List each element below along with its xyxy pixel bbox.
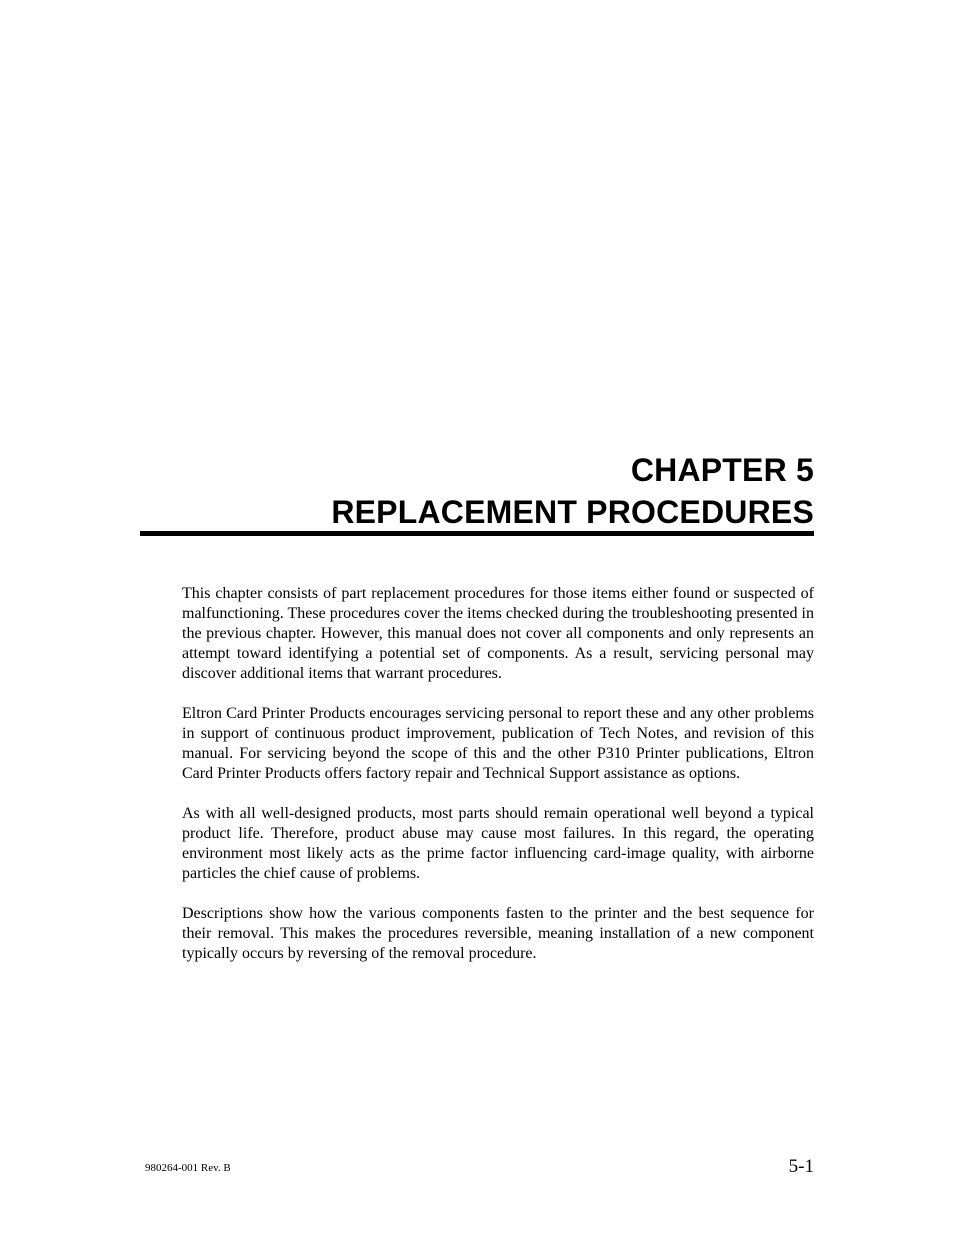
chapter-heading xyxy=(331,449,814,533)
body-paragraph: This chapter consists of part replacement procedures for those items either found or suspected of malfunctioning. These procedures cover the items checked during the troubleshooting presented in the previous chapter. However, this manual does not cover all components and only represents an attempt toward identifying a potential set of components. As a result, servicing personal may discover additional items that warrant procedures. xyxy=(182,585,814,682)
chapter-title: REPLACEMENT PROCEDURES xyxy=(331,494,814,530)
heading-divider xyxy=(140,531,814,536)
body-paragraph: Descriptions show how the various components fasten to the printer and the best sequence for their removal. This makes the procedures reversible, meaning installation of a new component typically occurs by reversing of the removal procedure. xyxy=(182,905,814,962)
chapter-body xyxy=(182,584,814,984)
body-paragraph: Eltron Card Printer Products encourages servicing personal to report these and any other problems in support of continuous product improvement, publication of Tech Notes, and revision of this manual. For servicing beyond the scope of this and the other P310 Printer publications, Eltron Card Printer Products offers factory repair and Technical Support assistance as options. xyxy=(182,705,814,782)
body-paragraph: As with all well-designed products, most parts should remain operational well beyond a typical product life. Therefore, product abuse may cause most failures. In this regard, the operating environment most likely acts as the prime factor influencing card-image quality, with airborne particles the chief cause of problems. xyxy=(182,805,814,882)
footer-document-number: 980264-001 Rev. B xyxy=(145,1162,231,1174)
chapter-number: CHAPTER 5 xyxy=(630,452,814,488)
footer-page-number: 5-1 xyxy=(788,1156,814,1177)
